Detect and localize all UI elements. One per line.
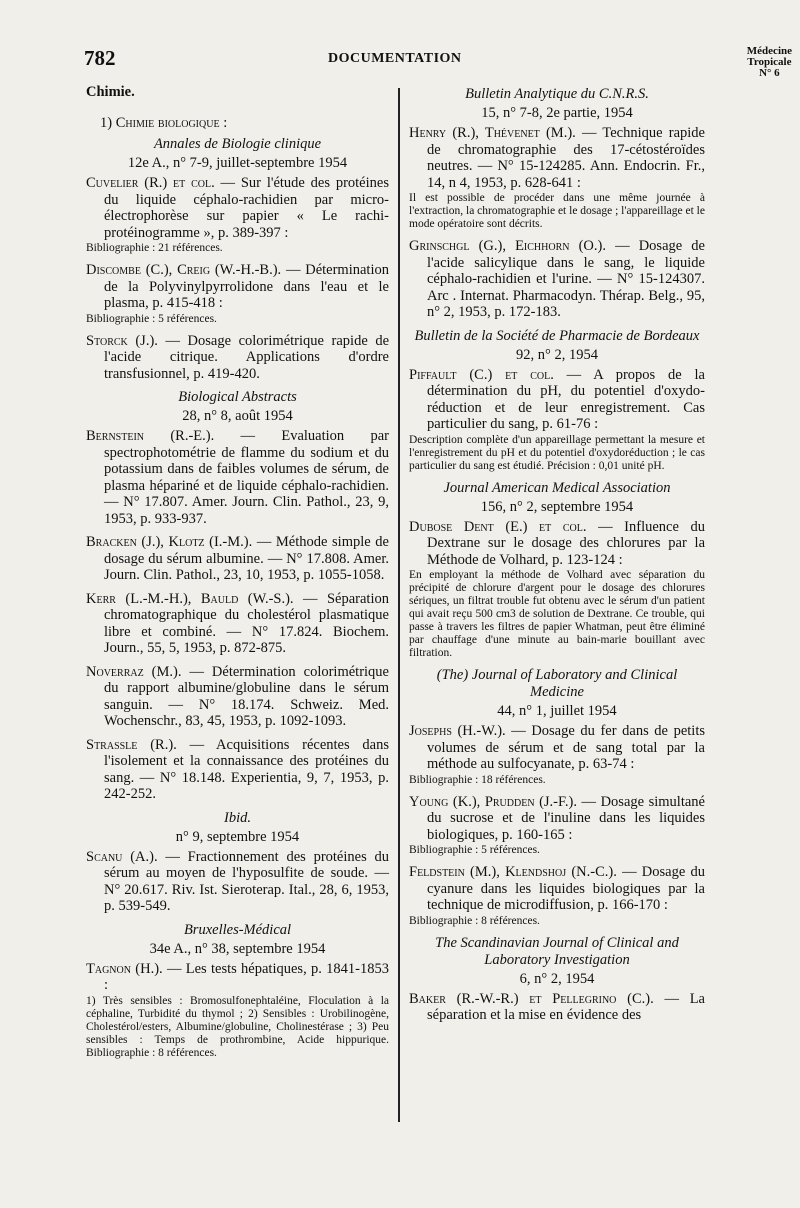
journal-issue: 34e A., n° 38, septembre 1954 (149, 940, 326, 957)
journal-issue: 28, n° 8, août 1954 (182, 408, 293, 424)
entry-authors: Bracken (J.), Klotz (I.-M.). (86, 534, 253, 550)
journal-title: Bulletin de la Société de Pharmacie de Bordeaux (414, 327, 700, 344)
journal-issue: n° 9, septembre 1954 (175, 828, 300, 845)
entry-authors: Strassle (R.). (86, 736, 177, 753)
bibliographic-entry (409, 238, 705, 321)
right-journal-blocks (409, 86, 705, 1024)
entry-title: — Technique rapide de chromatographie des 17-cétostéroïdes neutres. — N° 15-124285. Ann. Endocrin. Fr., 14, n 4, 1953, p. 628-641 : (427, 125, 705, 191)
entry-authors: Cuvelier (R.) et col. (86, 175, 215, 191)
entry-text (86, 428, 389, 527)
journal-block (409, 86, 705, 321)
journal-block (86, 922, 389, 1060)
section-title: Chimie. (86, 84, 135, 100)
subsection-colon: : (223, 115, 228, 131)
entry-title: — Détermination de la Polyvinylpyrrolidone dans l'eau et le plasma, p. 415-418 : (104, 262, 389, 311)
entry-text (409, 864, 705, 914)
entry-title: — Evaluation par spectrophotométrie de flamme du sodium et du potassium dans de faibles volumes de sérum, de plasma hépariné et de liquide céphalo-rachidien. — N° 17.807. Amer. Journ. Clin. Pathol., 23, 9, 1953, p. 933-937. (104, 428, 389, 527)
entry-note: Il est possible de procéder dans une même journée à l'extraction, la chromatographie et le dosage ; l'appareillage et le mode opératoire sont décrits. (409, 192, 705, 230)
corner-line-1: Médecine (746, 45, 792, 57)
entry-authors: Henry (R.), Thévenet (M.). (409, 125, 576, 141)
left-journal-blocks (86, 136, 389, 1060)
entry-authors: Grinschgl (G.), Eichhorn (O.). (409, 238, 606, 254)
journal-issue: 156, n° 2, septembre 1954 (480, 498, 634, 515)
entry-note: Bibliographie : 5 références. (409, 844, 540, 856)
right-column (409, 84, 705, 1031)
entry-text (86, 737, 389, 803)
journal-title: Bulletin Analytique du C.N.R.S. (465, 86, 649, 102)
entry-authors: Feldstein (M.), Klendshoj (N.-C.). (409, 864, 617, 880)
entry-authors: Piffault (C.) et col. (409, 366, 554, 383)
entry-text (409, 723, 705, 773)
bibliographic-entry (409, 125, 705, 231)
left-column (86, 84, 389, 1067)
journal-title: Bruxelles-Médical (183, 921, 292, 938)
entry-authors: Noverraz (M.). (86, 663, 182, 680)
entry-note: Description complète d'un appareillage permettant la mesure et l'enregistrement du pH et du potentiel d'oxydoréduction ; le cas particulier du sang est étudié. Précision : 0,01 unité pH. (409, 433, 705, 472)
entry-text (409, 238, 705, 321)
entry-note: Bibliographie : 18 références. (409, 773, 546, 786)
entry-title: — Les tests hépatiques, p. 1841-1853 : (104, 960, 389, 993)
journal-block (86, 389, 389, 803)
entry-authors: Young (K.), Prudden (J.-F.). (409, 793, 577, 810)
entry-title: — Acquisitions récentes dans l'isolement et la connaissance des protéines du sang. — N° 18.148. Experientia, 9, 7, 1953, p. 242-252. (104, 736, 389, 802)
entry-note: Bibliographie : 8 références. (409, 914, 540, 927)
entry-title: — Dosage de l'acide salicylique dans le sang, le liquide céphalo-rachidien et l'urine. — N° 15-124307. Arc . Internat. Pharmacodyn. Thérap. Belg., 95, n° 2, 1953, p. 172-183. (427, 238, 705, 320)
entry-note: Bibliographie : 5 références. (86, 312, 217, 325)
page-header (0, 46, 800, 82)
bibliographic-entry (409, 991, 705, 1024)
bibliographic-entry (409, 519, 705, 661)
entry-note: 1) Très sensibles : Bromosulfonephtaléine, Floculation à la céphaline, Turbidité du thymol ; 2) Sensibles : Urobilinogène, Cholestérol/esters, Albumine/globuline, Cholinestérase ; 3) Peu sensibles : Temps de prothrombine, Acide hippurique. Bibliographie : 8 références. (86, 994, 389, 1059)
journal-title: The Scandinavian Journal of Clinical and Laboratory Investigation (435, 934, 679, 968)
entry-title: — Sur l'étude des protéines du liquide céphalo-rachidien par micro-électrophorèse sur papier « Le rachi-protéinogramme », p. 389-397 : (104, 175, 389, 241)
entry-title: — Méthode simple de dosage du sérum albumine. — N° 17.808. Amer. Journ. Clin. Pathol., 23, 10, 1953, p. 1055-1058. (104, 534, 389, 583)
entry-text (86, 961, 389, 994)
entry-authors: Baker (R.-W.-R.) et Pellegrino (C.). (409, 990, 654, 1007)
bibliographic-entry (86, 591, 389, 657)
entry-authors: Discombe (C.), Creig (W.-H.-B.). (86, 262, 282, 278)
journal-block (409, 480, 705, 661)
entry-title: — Influence du Dextrane sur le dosage des chlorures par la Méthode de Volhard, p. 123-124 : (427, 518, 705, 568)
page-number: 782 (84, 46, 116, 70)
bibliographic-entry (86, 534, 389, 584)
bibliographic-entry (409, 723, 705, 787)
journal-title: Biological Abstracts (178, 389, 297, 405)
subsection-number: 1) (100, 115, 113, 131)
entry-text (86, 262, 389, 312)
journal-title: Annales de Biologie clinique (153, 136, 322, 152)
entry-text (86, 664, 389, 730)
subsection-name: Chimie biologique (115, 115, 220, 131)
bibliographic-entry (409, 367, 705, 473)
bibliographic-entry (86, 262, 389, 326)
entry-title: — Séparation chromatographique du cholestérol plasmatique libre et combiné. — N° 17.824. Biochem. Journ., 55, 5, 1953, p. 872-875. (104, 590, 389, 656)
entry-text (409, 991, 705, 1024)
column-divider (398, 88, 400, 1122)
entry-text (86, 333, 389, 383)
journal-issue: 44, n° 1, juillet 1954 (497, 703, 617, 719)
corner-line-2: Tropicale (747, 56, 792, 68)
journal-block (409, 935, 705, 1024)
bibliographic-entry (86, 428, 389, 527)
corner-line-3: N° 6 (759, 67, 780, 79)
bibliographic-entry (86, 849, 389, 915)
bibliographic-entry (409, 794, 705, 858)
journal-title: Ibid. (224, 809, 251, 826)
bibliographic-entry (86, 737, 389, 803)
entry-text (86, 591, 389, 657)
entry-title: — Fractionnement des protéines du sérum au moyen de l'hyposulfite de soude. — N° 20.617. Riv. Ist. Sieroterap. Ital., 28, 6, 1953, p. 539-549. (104, 848, 390, 914)
entry-title: — La séparation et la mise en évidence des (427, 990, 705, 1023)
entry-authors: Josephs (H.-W.). (409, 723, 506, 739)
entry-authors: Bernstein (R.-E.). (86, 428, 215, 444)
journal-issue: 15, n° 7-8, 2e partie, 1954 (481, 105, 633, 121)
entry-text (86, 175, 389, 241)
entry-text (86, 534, 389, 584)
journal-corner-label (747, 46, 792, 79)
entry-authors: Scanu (A.). (86, 848, 158, 865)
entry-authors: Tagnon (H.). (86, 960, 163, 977)
journal-title: (The) Journal of Laboratory and Clinical Medicine (436, 667, 678, 700)
journal-block (86, 136, 389, 382)
entry-text (409, 367, 705, 433)
entry-title: — Dosage simultané du sucrose et de l'inuline dans les liquides biologiques, p. 160-165 : (427, 793, 705, 843)
entry-authors: Kerr (L.-M.-H.), Bauld (W.-S.). (86, 590, 294, 607)
bibliographic-entry (409, 864, 705, 928)
entry-title: — Dosage colorimétrique rapide de l'acide citrique. Applications d'ordre transfusionnel, p. 419-420. (104, 332, 390, 382)
entry-text (86, 849, 389, 915)
entry-title: — Détermination colorimétrique du rapport albumine/globuline dans le sérum sanguin. — N° 18.174. Schweiz. Med. Wochenschr., 83, 45, 1953, p. 1092-1093. (104, 663, 389, 729)
entry-text (409, 519, 705, 569)
journal-issue: 92, n° 2, 1954 (516, 346, 598, 363)
entry-note: En employant la méthode de Volhard avec séparation du précipité de chlorure d'argent pour le dosage des chlorures sériques, un filtrat trouble fut obtenu avec le sérum d'un patient qui avait reçu 500 cm3 de solution de Dextrane. Ce trouble, qui passe à travers les filtres de papier Whatman, peut être éliminé par chauffage d'une minute au bain-marie bouillant avec filtration. (409, 569, 705, 659)
entry-authors: Dubose Dent (E.) et col. (409, 518, 587, 535)
entry-note: Bibliographie : 21 références. (86, 242, 223, 254)
journal-block (409, 328, 705, 473)
running-title: DOCUMENTATION (328, 51, 462, 66)
bibliographic-entry (86, 664, 389, 730)
journal-title: Journal American Medical Association (443, 479, 671, 496)
entry-title: — Dosage du fer dans de petits volumes de sérum et de sang total par la méthode au sulfocyanate, p. 63-74 : (427, 723, 705, 772)
entry-authors: Storck (J.). (86, 332, 158, 349)
entry-text (409, 125, 705, 191)
bibliographic-entry (86, 175, 389, 255)
journal-issue: 12e A., n° 7-9, juillet-septembre 1954 (127, 155, 348, 171)
subsection-heading (100, 115, 389, 132)
bibliographic-entry (86, 961, 389, 1060)
journal-block (86, 810, 389, 915)
journal-block (409, 667, 705, 928)
bibliographic-entry (86, 333, 389, 383)
entry-title: — Dosage du cyanure dans les liquides biologiques par la technique de microdiffusion, p. 166-170 : (427, 864, 705, 913)
entry-title: — A propos de la détermination du pH, du potentiel d'oxydo-réduction et de leur enregistrement. Cas particulier du sang, p. 61-76 : (427, 366, 705, 432)
entry-text (409, 794, 705, 844)
journal-issue: 6, n° 2, 1954 (519, 970, 595, 987)
